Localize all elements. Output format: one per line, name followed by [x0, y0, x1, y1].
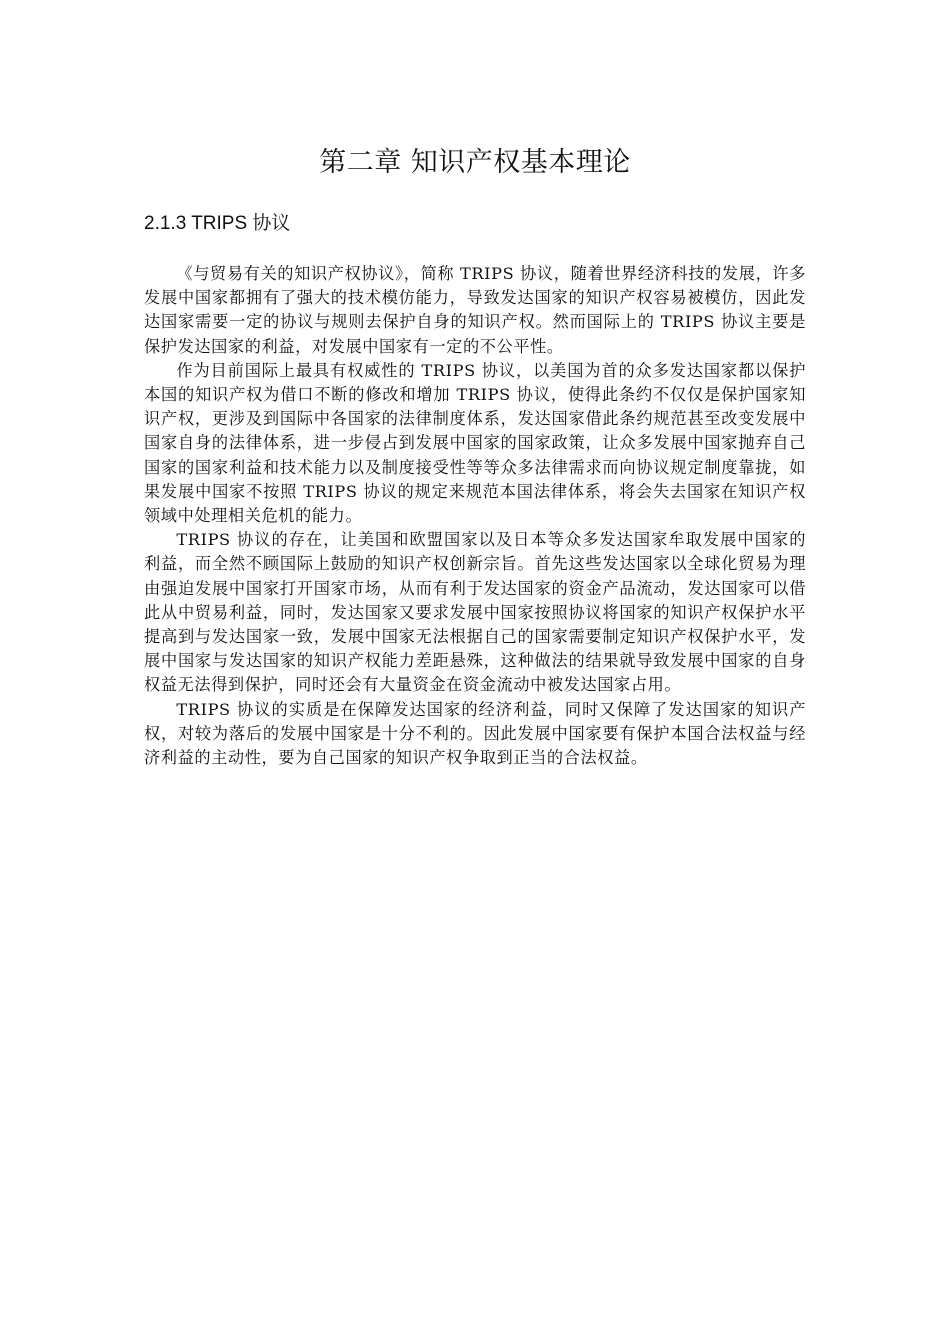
body-text	[144, 262, 806, 770]
paragraph: 作为目前国际上最具有权威性的 TRIPS 协议，以美国为首的众多发达国家都以保护本国的知识产权为借口不断的修改和增加 TRIPS 协议，使得此条约不仅仅是保护国家知识产权，更涉及到国际中各国家的法律制度体系，发达国家借此条约规范甚至改变发展中国家自身的法律体系，进一步侵占到发展中国家的国家政策，让众多发展中国家抛弃自己国家的国家利益和技术能力以及制度接受性等等众多法律需求而向协议规定制度靠拢，如果发展中国家不按照 TRIPS 协议的规定来规范本国法律体系，将会失去国家在知识产权领域中处理相关危机的能力。	[144, 360, 806, 526]
paragraph: TRIPS 协议的存在，让美国和欧盟国家以及日本等众多发达国家牟取发展中国家的利益，而全然不顾国际上鼓励的知识产权创新宗旨。首先这些发达国家以全球化贸易为理由强迫发展中国家打开国家市场，从而有利于发达国家的资金产品流动，发达国家可以借此从中贸易利益，同时，发达国家又要求发展中国家按照协议将国家的知识产权保护水平提高到与发达国家一致，发展中国家无法根据自己的国家需要制定知识产权保护水平，发展中国家与发达国家的知识产权能力差距悬殊，这种做法的结果就导致发展中国家的自身权益无法得到保护，同时还会有大量资金在资金流动中被发达国家占用。	[144, 530, 806, 695]
section-heading: 2.1.3 TRIPS 协议	[144, 213, 291, 234]
paragraph: TRIPS 协议的实质是在保障发达国家的经济利益，同时又保障了发达国家的知识产权，对较为落后的发展中国家是十分不利的。因此发展中国家要有保护本国合法权益与经济利益的主动性，要为自己国家的知识产权争取到正当的合法权益。	[144, 699, 806, 768]
paragraph: 《与贸易有关的知识产权协议》，简称 TRIPS 协议，随着世界经济科技的发展，许多发展中国家都拥有了强大的技术模仿能力，导致发达国家的知识产权容易被模仿，因此发达国家需要一定的协议与规则去保护自身的知识产权。然而国际上的 TRIPS 协议主要是保护发达国家的利益，对发展中国家有一定的不公平性。	[144, 264, 806, 356]
chapter-title: 第二章 知识产权基本理论	[319, 147, 631, 178]
